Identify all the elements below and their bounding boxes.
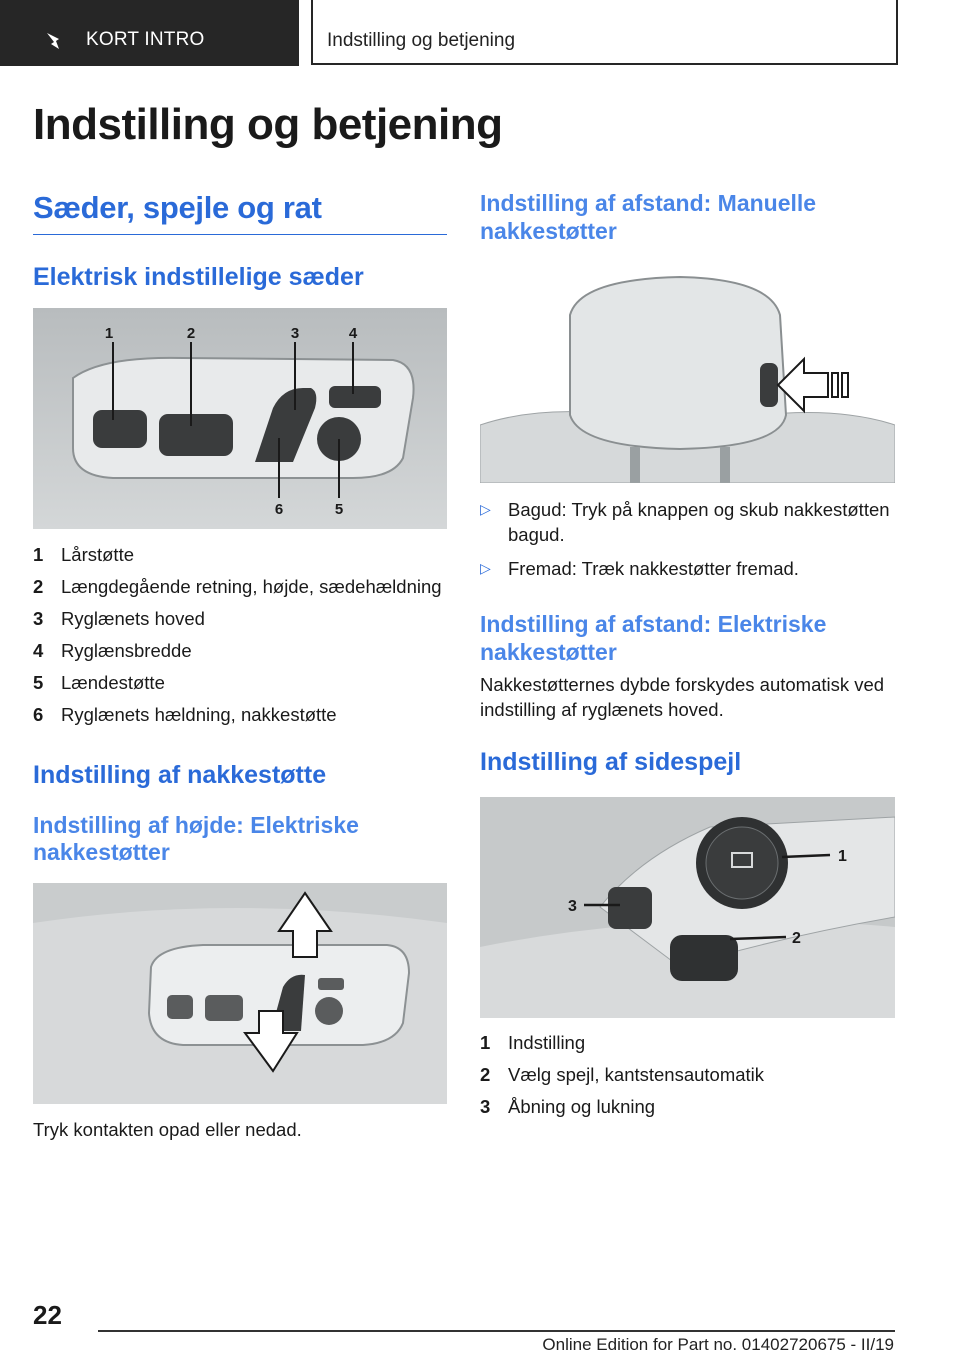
footer-divider — [98, 1330, 895, 1332]
header-section-label: KORT INTRO — [86, 29, 205, 50]
mirror-callout-3: 3 — [568, 898, 577, 916]
list-item: 1 Lårstøtte — [33, 543, 134, 565]
list-item: 2 Vælg spejl, kantstensautomatik — [480, 1064, 765, 1086]
mirror-controls-list — [480, 1030, 895, 1119]
seat-controls-figure — [33, 308, 447, 529]
subsection-heading-headrest: Indstilling af nakkestøtte — [33, 760, 327, 789]
triangle-right-icon: ▷ — [480, 501, 491, 518]
side-mirror-figure — [480, 797, 895, 1018]
seat-callout-3: 3 — [290, 324, 300, 342]
list-item: 2 Længdegående retning, højde, sædehældning — [33, 575, 442, 597]
header-chapter-tab[interactable] — [311, 0, 898, 65]
electric-distance-text: Nakkestøtternes dybde forskydes automatisk ved indstilling af ryglænets hoved. — [480, 674, 885, 721]
subsection-heading-mirror: Indstilling af sidespejl — [480, 748, 742, 777]
list-item: ▷ Bagud: Tryk på knappen og skub nakkestøtten bagud. — [480, 499, 890, 546]
headrest-height-figure — [33, 883, 447, 1104]
page-title: Indstilling og betjening — [33, 100, 503, 149]
seat-callout-4: 4 — [348, 324, 358, 342]
right-column — [480, 190, 895, 1126]
list-item: 3 Ryglænets hoved — [33, 607, 205, 629]
seat-callout-6: 6 — [274, 500, 284, 518]
manual-headrest-steps — [480, 497, 895, 581]
header-section-tab[interactable] — [0, 0, 299, 66]
heading-distance-manual: Indstilling af afstand: Manuelle nakkestøtter — [480, 190, 817, 244]
list-item: 5 Lændestøtte — [33, 671, 165, 693]
heading-distance-electric: Indstilling af afstand: Elektriske nakkestøtter — [480, 611, 827, 665]
mirror-callout-2: 2 — [792, 930, 801, 948]
quick-intro-icon — [44, 30, 66, 52]
left-column — [33, 190, 447, 1142]
page-number: 22 — [33, 1300, 62, 1330]
header-chapter-title: Indstilling og betjening — [327, 30, 516, 51]
subsection-heading-seats: Elektrisk indstillelige sæder — [33, 263, 364, 291]
triangle-right-icon: ▷ — [480, 560, 491, 577]
seat-callout-5: 5 — [334, 500, 344, 518]
edition-note: Online Edition for Part no. 01402720675 - II/19 — [542, 1335, 894, 1354]
list-item: ▷ Fremad: Træk nakkestøtter fremad. — [480, 558, 799, 580]
list-item: 4 Ryglænsbredde — [33, 639, 192, 661]
mirror-callout-1: 1 — [838, 848, 847, 866]
heading-height-electric: Indstilling af højde: Elektriske nakkestøtter — [33, 811, 359, 866]
list-item: 1 Indstilling — [480, 1032, 586, 1054]
height-caption: Tryk kontakten opad eller nedad. — [33, 1118, 302, 1140]
seat-callout-2: 2 — [186, 324, 196, 342]
list-item: 3 Åbning og lukning — [480, 1096, 656, 1118]
list-item: 6 Ryglænets hældning, nakkestøtte — [33, 703, 337, 725]
section-heading: Sæder, spejle og rat — [33, 190, 447, 235]
seat-callout-1: 1 — [104, 324, 114, 342]
headrest-manual-figure — [480, 275, 895, 483]
seat-controls-list — [33, 542, 447, 727]
